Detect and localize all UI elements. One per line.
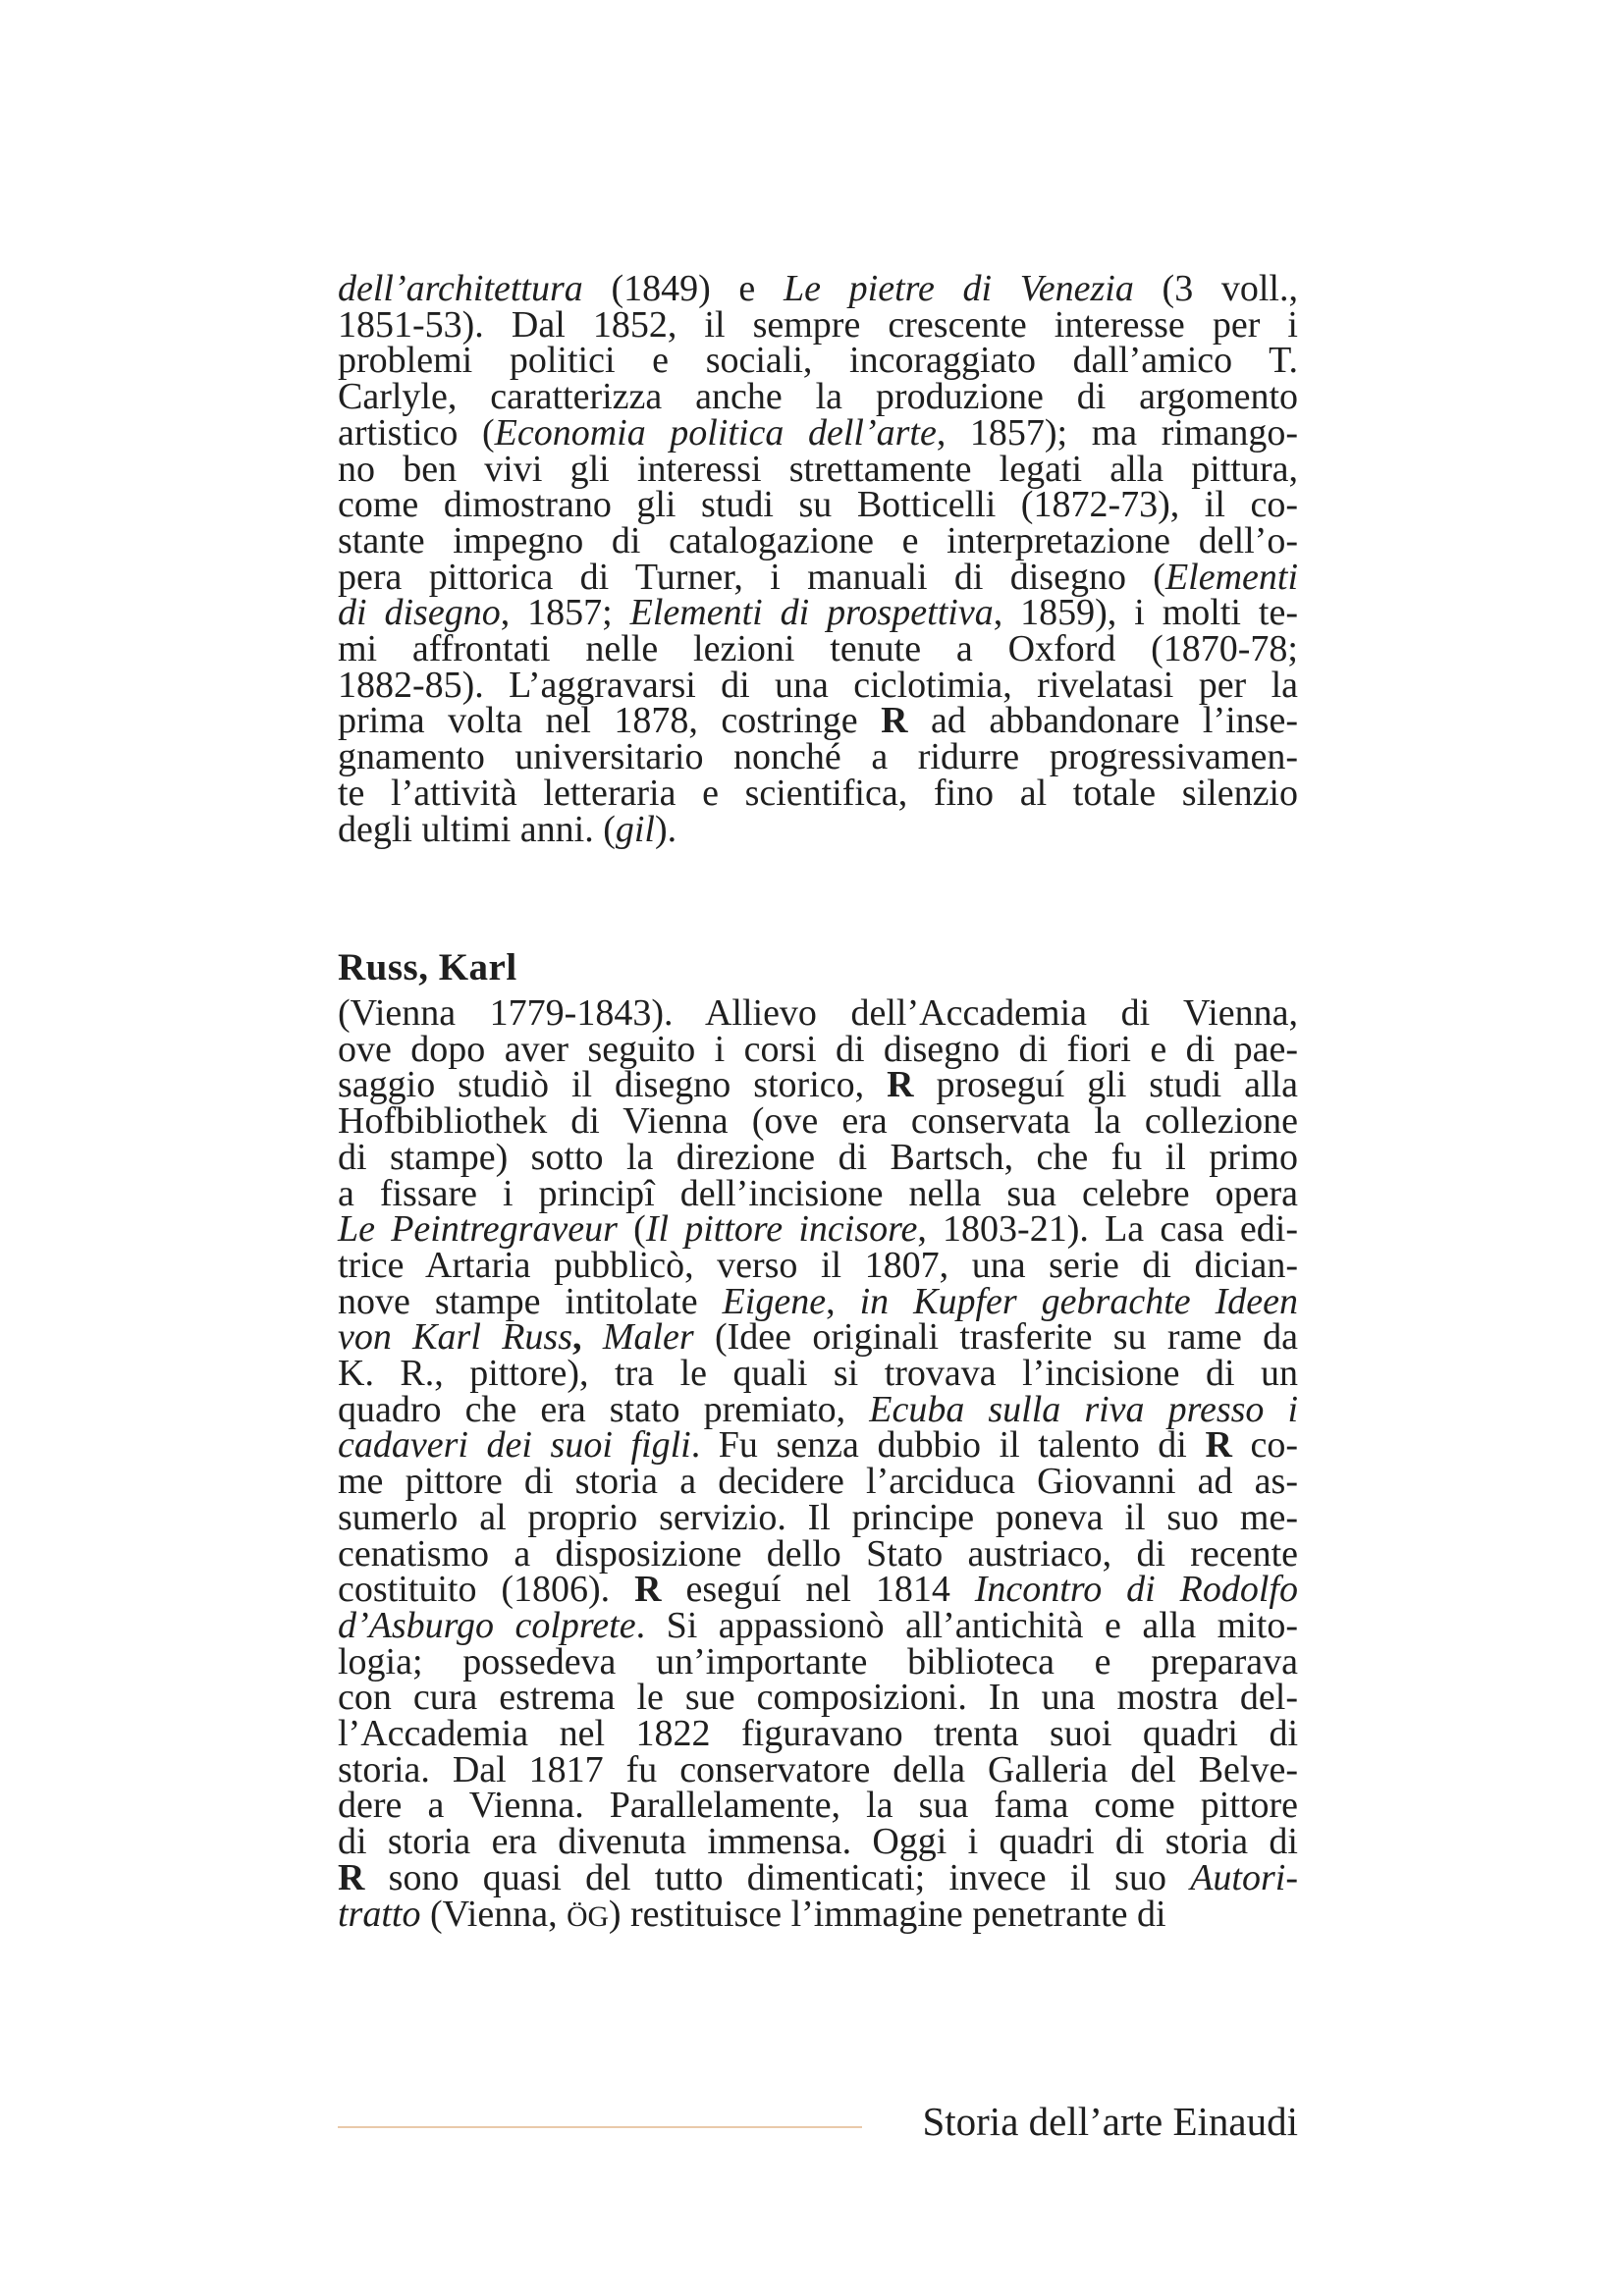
text-segment: nove stampe intitolate [338, 1280, 723, 1322]
italic-text: Le Peintregraveur [338, 1208, 618, 1251]
text-line [338, 1640, 1298, 1682]
text-line [338, 1136, 1298, 1178]
text-line [338, 1569, 1298, 1611]
text-segment: problemi politici e sociali, incoraggiato dall’amico T. [338, 340, 1298, 382]
text-segment: l’Accademia nel 1822 figuravano trenta suoi quadri di [338, 1713, 1298, 1755]
text-segment: cenatismo a disposizione dello Stato austriaco, di recente [338, 1532, 1298, 1575]
text-line [338, 736, 1298, 778]
text-line [338, 1604, 1298, 1646]
text-segment: quadro che era stato premiato, [338, 1388, 870, 1430]
italic-text: Il pittore incisore [645, 1208, 918, 1251]
previous-entry-text [338, 268, 1298, 850]
text-segment: (Vienna 1779-1843). Allievo dell’Accademia di Vienna, [338, 992, 1298, 1034]
text-segment: . Fu senza dubbio il talento di [690, 1424, 1206, 1467]
text-segment: , 1803-21). La casa edi- [917, 1208, 1298, 1251]
text-line [338, 376, 1298, 418]
text-segment: trice Artaria pubblicò, verso il 1807, una serie di dician- [338, 1244, 1298, 1286]
text-line [338, 772, 1298, 814]
italic-text: d’Asburgo colprete [338, 1604, 636, 1646]
entry-russ-karl [338, 947, 1298, 1935]
italic-text: cadaveri dei suoi figli [338, 1424, 691, 1467]
text-line [338, 1496, 1298, 1538]
text-line [338, 1532, 1298, 1575]
text-line [338, 1244, 1298, 1286]
text-segment: costituito (1806). [338, 1569, 635, 1611]
text-segment: co- [1231, 1424, 1298, 1467]
text-segment: Carlyle, caratterizza anche la produzione di argomento [338, 376, 1298, 418]
text-line [338, 484, 1298, 526]
footer-title: Storia dell’arte Einaudi [922, 2099, 1298, 2144]
text-line [338, 628, 1298, 670]
text-line [338, 1100, 1298, 1143]
bold-text: R [634, 1569, 662, 1611]
text-line [338, 1424, 1298, 1467]
text-segment: , 1859), i molti te- [993, 592, 1298, 634]
text-segment: 1851-53). Dal 1852, il sempre crescente interesse per i [338, 303, 1298, 346]
text-line [338, 1353, 1298, 1395]
text-segment: (Idee originali trasferite su rame da [693, 1316, 1298, 1359]
text-segment: pera pittorica di Turner, i manuali di disegno ( [338, 556, 1165, 598]
text-segment: , 1857; [500, 592, 630, 634]
text-segment: gnamento universitario nonché a ridurre progressivamen- [338, 736, 1298, 778]
italic-text: Autori- [1190, 1856, 1298, 1898]
text-segment: Hofbibliothek di Vienna (ove era conservata la collezione [338, 1100, 1298, 1143]
text-line [338, 556, 1298, 598]
page-footer [338, 2097, 1298, 2146]
text-segment: no ben vivi gli interessi strettamente legati alla pittura, [338, 448, 1298, 490]
text-line [338, 519, 1298, 561]
text-line [338, 1064, 1298, 1106]
text-segment: storia. Dal 1817 fu conservatore della Galleria del Belve- [338, 1748, 1298, 1790]
text-line [338, 1677, 1298, 1719]
text-segment: proseguí gli studi alla [913, 1064, 1298, 1106]
text-line [338, 1713, 1298, 1755]
bold-text: R [887, 1064, 914, 1106]
italic-text: Maler [602, 1316, 694, 1359]
text-segment: di stampe) sotto la direzione di Bartsch, che fu il primo [338, 1136, 1298, 1178]
text-line [338, 992, 1298, 1034]
text-line [338, 664, 1298, 706]
text-segment: come dimostrano gli studi su Botticelli (1872-73), il co- [338, 484, 1298, 526]
text-segment [581, 1316, 602, 1358]
italic-text: in Kupfer gebrachte Ideen [859, 1280, 1298, 1322]
text-line [338, 1280, 1298, 1322]
bold-text: , [571, 1316, 582, 1359]
text-segment: artistico ( [338, 411, 495, 454]
entry-body [338, 992, 1299, 1935]
text-line [338, 808, 1298, 850]
italic-text: Elementi di prospettiva [629, 592, 994, 634]
italic-text: Eigene [722, 1280, 827, 1322]
italic-text: von Karl Russ [338, 1316, 572, 1359]
text-segment: ) restituisce l’immagine penetrante di [608, 1893, 1166, 1935]
text-segment: . Si appassionò all’antichità e alla mito- [635, 1604, 1298, 1646]
text-segment: eseguí nel 1814 [661, 1569, 975, 1611]
text-segment: sumerlo al proprio servizio. Il principe poneva il suo me- [338, 1496, 1298, 1538]
text-line [338, 700, 1298, 742]
text-line [338, 1388, 1299, 1430]
bold-text: R [338, 1856, 365, 1898]
text-segment: mi affrontati nelle lezioni tenute a Oxford (1870-78; [338, 628, 1298, 670]
text-line [338, 448, 1298, 490]
text-line [338, 1821, 1298, 1863]
italic-text: di disegno [338, 592, 501, 634]
entry-heading: Russ, Karl [338, 946, 517, 988]
text-segment: di storia era divenuta immensa. Oggi i quadri di storia di [338, 1821, 1298, 1863]
text-segment: saggio studiò il disegno storico, [338, 1064, 888, 1106]
text-segment: ). [654, 808, 677, 850]
text-line [338, 1316, 1298, 1359]
text-line [338, 1748, 1298, 1790]
text-segment: stante impegno di catalogazione e interpretazione dell’o- [338, 519, 1298, 561]
italic-text: Ecuba sulla riva presso i [869, 1388, 1299, 1430]
text-segment: K. R., pittore), tra le quali si trovava l’incisione di un [338, 1353, 1298, 1395]
text-segment: dere a Vienna. Parallelamente, la sua fama come pittore [338, 1785, 1298, 1827]
text-segment: , [826, 1280, 860, 1322]
text-segment: prima volta nel 1878, costringe [338, 700, 882, 742]
text-segment: ( [617, 1208, 646, 1251]
text-segment: te l’attività letteraria e scientifica, fino al totale silenzio [338, 772, 1298, 814]
text-line [338, 268, 1298, 309]
text-segment: con cura estrema le sue composizioni. In una mostra del- [338, 1677, 1298, 1719]
text-line [338, 1856, 1298, 1898]
text-segment: a fissare i principî dell’incisione nella sua celebre opera [338, 1172, 1298, 1214]
text-line [338, 340, 1298, 382]
text-segment: me pittore di storia a decidere l’arciduca Giovanni ad as- [338, 1461, 1298, 1503]
text-segment: sono quasi del tutto dimenticati; invece il suo [364, 1856, 1191, 1898]
bold-text: R [881, 700, 908, 742]
text-line [338, 1893, 1298, 1936]
text-segment: logia; possedeva un’importante biblioteca e preparava [338, 1640, 1298, 1682]
text-segment: 1882-85). L’aggravarsi di una ciclotimia, rivelatasi per la [338, 664, 1298, 706]
text-line [338, 1208, 1298, 1251]
text-line [338, 592, 1298, 634]
bold-text: R [1205, 1424, 1232, 1467]
footer-rule [338, 2126, 862, 2128]
italic-text: Economia politica dell’arte [494, 411, 937, 454]
italic-text: Le pietre di Venezia [783, 268, 1134, 309]
text-line [338, 1172, 1298, 1214]
text-segment: ove dopo aver seguito i corsi di disegno di fiori e di pae- [338, 1028, 1298, 1070]
italic-text: dell’architettura [338, 268, 583, 309]
text-line [338, 1461, 1298, 1503]
italic-text: Elementi [1164, 556, 1298, 598]
italic-text: Incontro di Rodolfo [974, 1569, 1298, 1611]
text-segment: , 1857); ma rimango- [936, 411, 1298, 454]
text-segment: (3 voll., [1133, 268, 1298, 309]
text-segment: (1849) e [582, 268, 784, 309]
text-line [338, 411, 1298, 454]
text-line [338, 303, 1298, 346]
text-segment: degli ultimi anni. ( [338, 808, 616, 850]
italic-text: tratto [338, 1893, 421, 1935]
text-segment: (Vienna, [420, 1893, 568, 1935]
text-line [338, 1785, 1298, 1827]
italic-text: gil [615, 808, 655, 850]
text-segment: ad abbandonare l’inse- [907, 700, 1298, 742]
text-segment: ÖG [567, 1900, 609, 1933]
text-line [338, 1028, 1298, 1070]
